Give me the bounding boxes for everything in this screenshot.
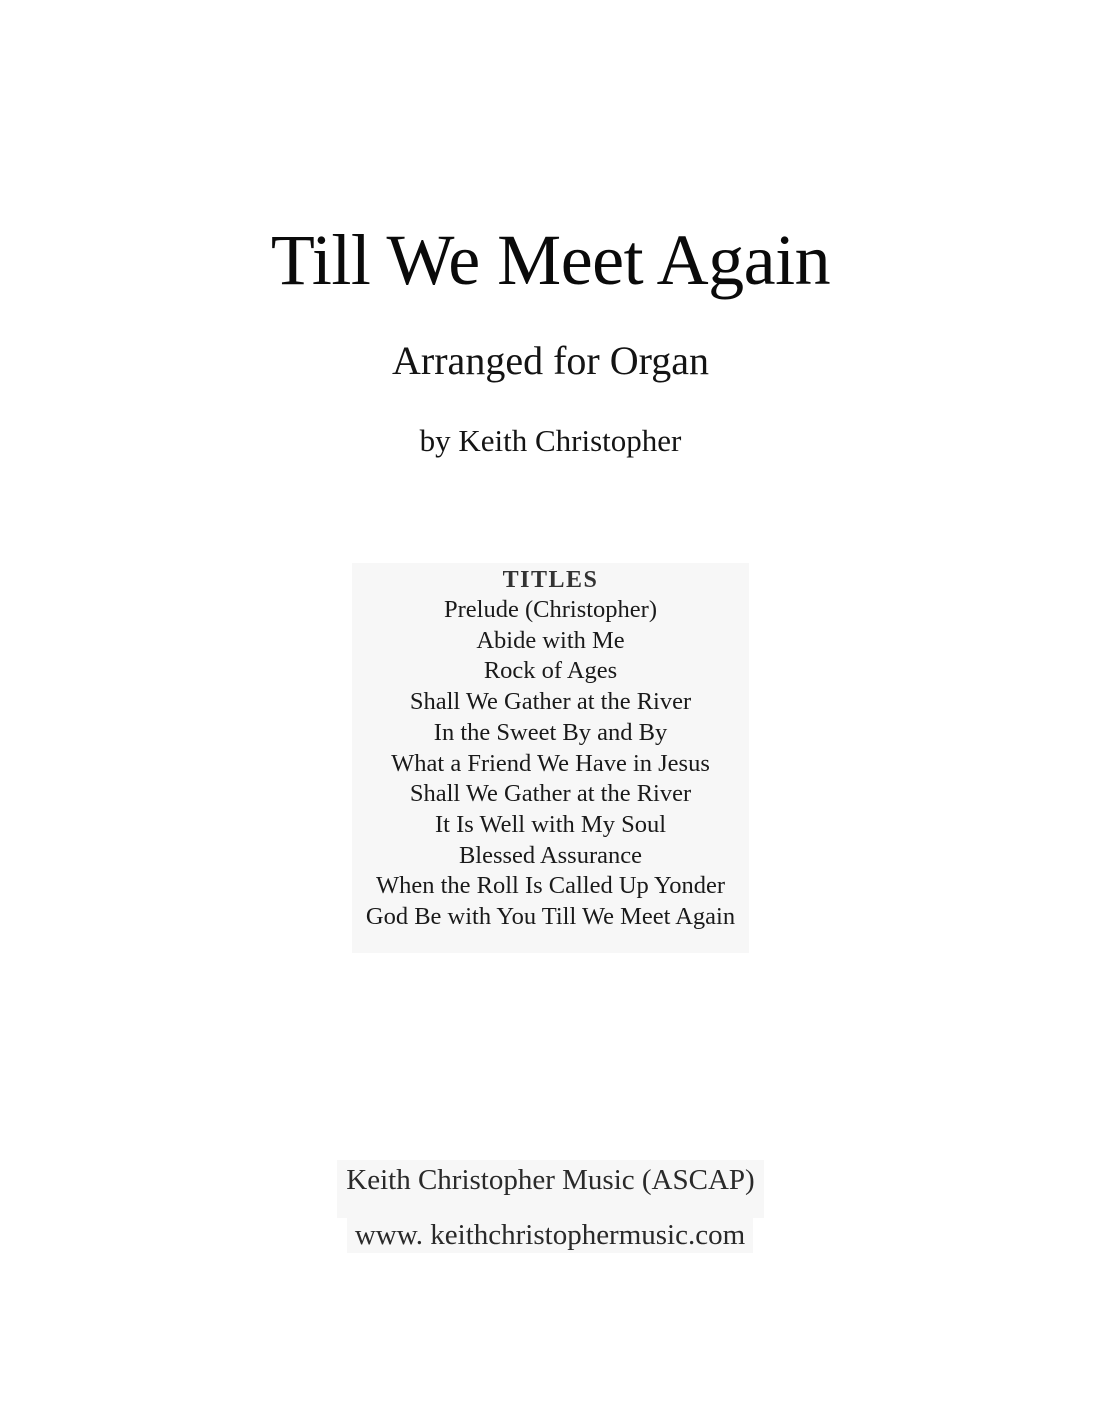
title-item: It Is Well with My Soul	[434, 810, 666, 838]
publisher-website: www. keithchristophermusic.com	[347, 1217, 753, 1253]
page-subtitle: Arranged for Organ	[392, 338, 709, 383]
arranger-byline: by Keith Christopher	[419, 423, 682, 458]
title-item: Shall We Gather at the River	[409, 688, 692, 716]
titles-section	[352, 563, 749, 953]
title-item: Prelude (Christopher)	[444, 596, 657, 623]
publisher-name: Keith Christopher Music (ASCAP)	[337, 1160, 764, 1218]
title-item: God Be with You Till We Meet Again	[365, 903, 736, 931]
title-item: Rock of Ages	[483, 657, 618, 685]
title-item: Abide with Me	[476, 626, 625, 654]
titles-list	[352, 595, 749, 933]
title-item: What a Friend We Have in Jesus	[391, 749, 710, 777]
title-item: When the Roll Is Called Up Yonder	[375, 872, 726, 900]
title-item: Blessed Assurance	[458, 841, 643, 869]
titles-heading: TITLES	[502, 567, 599, 593]
page-title: Till We Meet Again	[270, 220, 831, 300]
title-item: Shall We Gather at the River	[409, 780, 692, 808]
title-item: In the Sweet By and By	[433, 718, 668, 746]
